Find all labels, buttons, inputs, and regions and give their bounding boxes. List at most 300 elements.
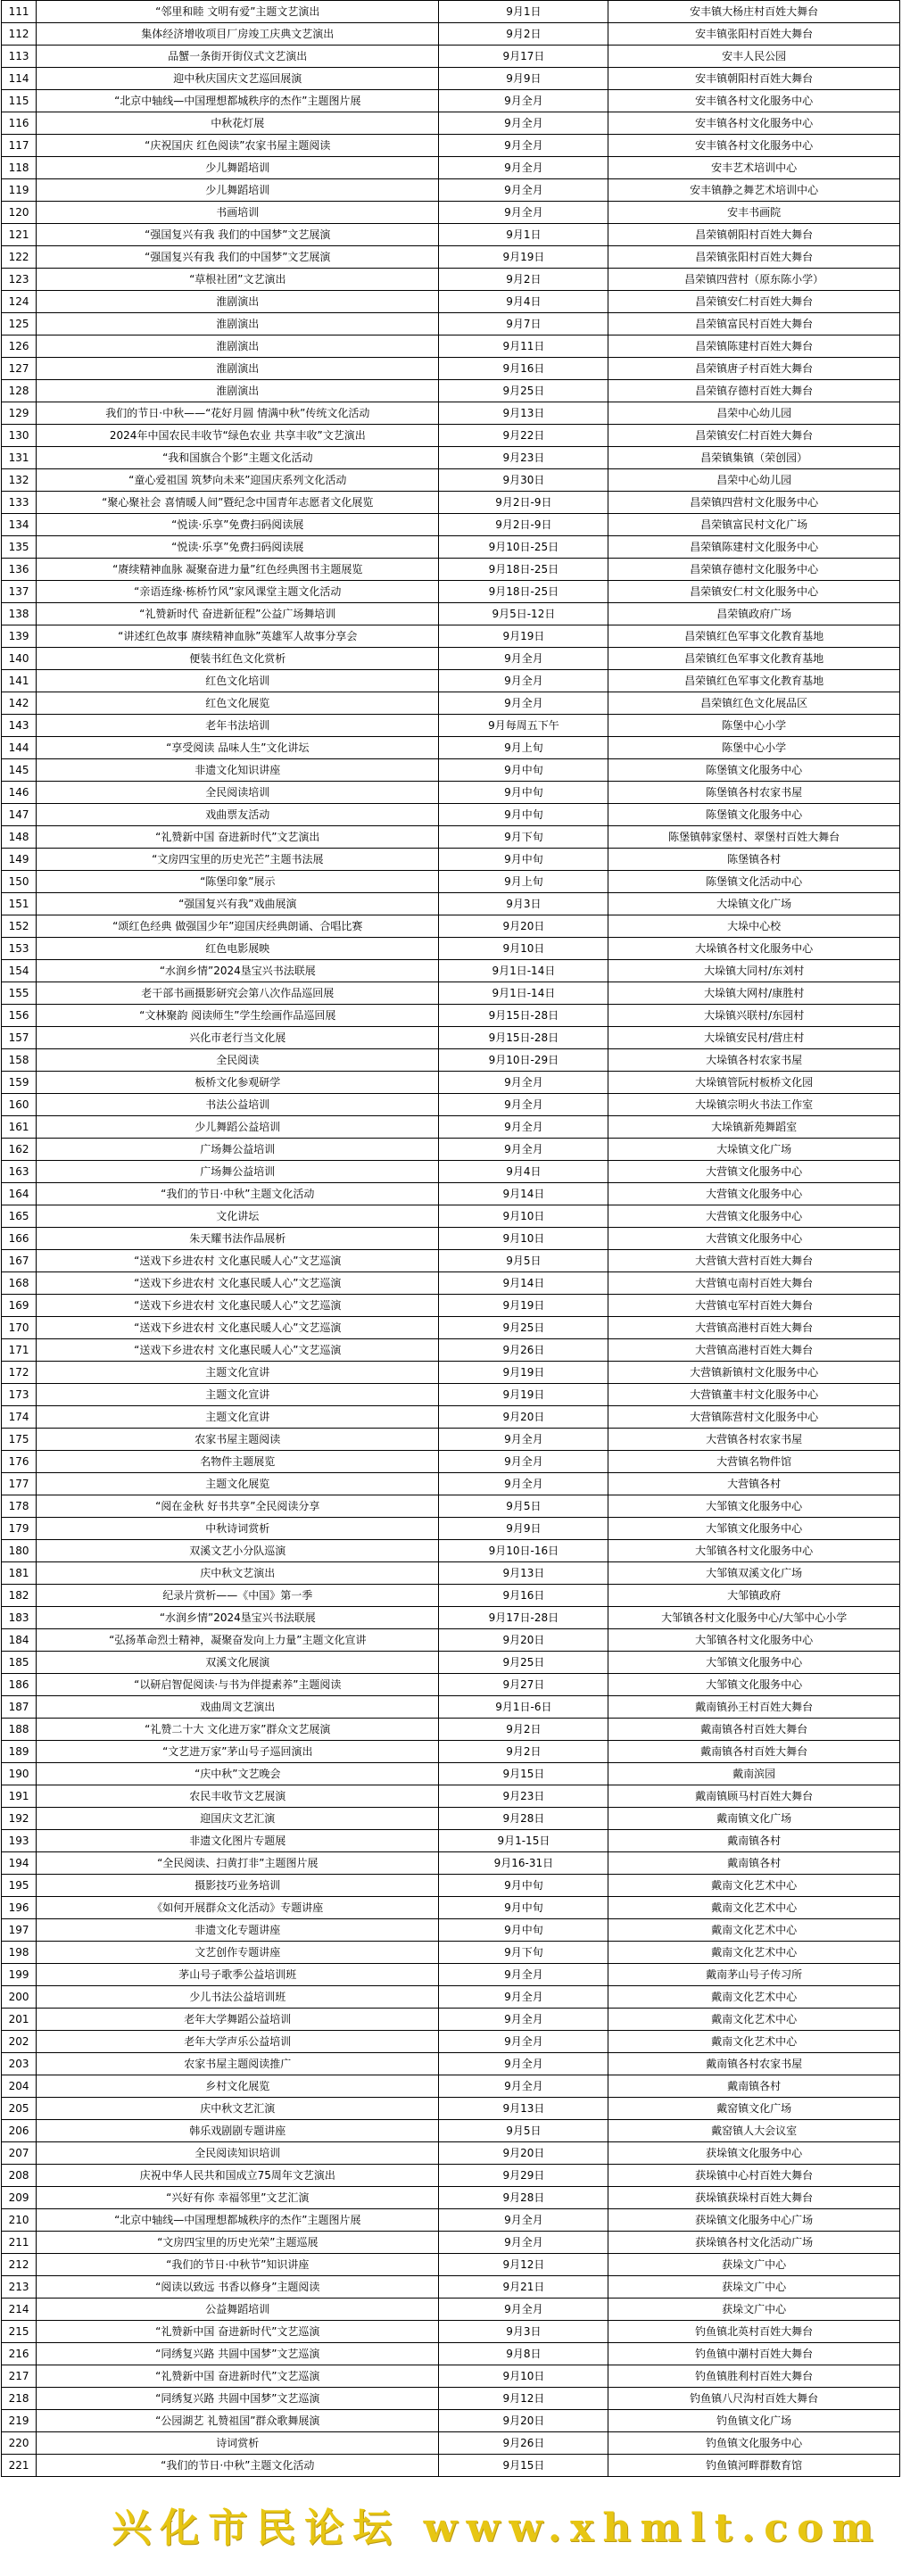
row-number: 204 <box>2 2075 37 2098</box>
activity-date: 9月中旬 <box>439 804 608 826</box>
row-number: 183 <box>2 1607 37 1629</box>
activity-place: 安丰镇各村文化服务中心 <box>608 135 900 157</box>
activity-place: 大垛中心校 <box>608 915 900 938</box>
row-number: 208 <box>2 2165 37 2187</box>
activity-date: 9月15日-28日 <box>439 1027 608 1049</box>
table-row <box>2 1451 900 1473</box>
table-row <box>2 112 900 135</box>
activity-place: 大邹镇政府 <box>608 1585 900 1607</box>
row-number: 124 <box>2 291 37 313</box>
row-number: 163 <box>2 1161 37 1183</box>
activity-name: 淮剧演出 <box>37 291 439 313</box>
table-row <box>2 938 900 960</box>
activity-name: “童心爱祖国 筑梦向未来”迎国庆系列文化活动 <box>37 469 439 492</box>
activity-place: 大邹镇文化服务中心 <box>608 1495 900 1518</box>
activity-date: 9月5日 <box>439 2120 608 2142</box>
activity-date: 9月全月 <box>439 2009 608 2031</box>
activity-date: 9月14日 <box>439 1272 608 1295</box>
activity-place: 戴南镇各村百姓大舞台 <box>608 1741 900 1763</box>
activity-place: 陈堡镇各村 <box>608 849 900 871</box>
activity-date: 9月2日 <box>439 1719 608 1741</box>
row-number: 152 <box>2 915 37 938</box>
activity-name: 文化讲坛 <box>37 1205 439 1228</box>
activity-name: 迎国庆文艺汇演 <box>37 1808 439 1830</box>
activity-place: 安丰人民公园 <box>608 46 900 68</box>
activity-name: 少儿舞蹈培训 <box>37 157 439 179</box>
activity-place: 昌荣镇四营村文化服务中心 <box>608 492 900 514</box>
activity-place: 大垛镇新苑舞蹈室 <box>608 1116 900 1139</box>
table-row <box>2 2455 900 2477</box>
activity-place: 昌荣镇政府广场 <box>608 603 900 625</box>
activity-date: 9月5日 <box>439 1495 608 1518</box>
table-row <box>2 1183 900 1205</box>
row-number: 168 <box>2 1272 37 1295</box>
activity-name: 淮剧演出 <box>37 313 439 335</box>
table-row <box>2 224 900 246</box>
table-row <box>2 2276 900 2299</box>
activity-place: 戴南镇文化广场 <box>608 1808 900 1830</box>
row-number: 165 <box>2 1205 37 1228</box>
activity-name: 老年书法培训 <box>37 715 439 737</box>
table-row <box>2 90 900 112</box>
table-row <box>2 157 900 179</box>
table-row <box>2 759 900 782</box>
activity-date: 9月5日-12日 <box>439 603 608 625</box>
table-row <box>2 2432 900 2455</box>
row-number: 148 <box>2 826 37 849</box>
activity-place: 戴南镇各村农家书屋 <box>608 2053 900 2075</box>
activity-place: 陈堡中心小学 <box>608 715 900 737</box>
row-number: 191 <box>2 1785 37 1808</box>
row-number: 213 <box>2 2276 37 2299</box>
row-number: 193 <box>2 1830 37 1852</box>
table-row <box>2 737 900 759</box>
table-row <box>2 202 900 224</box>
activity-name: “赓续精神血脉 凝聚奋进力量”红色经典图书主题展览 <box>37 559 439 581</box>
activity-name: 双溪文化展演 <box>37 1652 439 1674</box>
row-number: 122 <box>2 246 37 269</box>
activity-place: 戴南镇各村 <box>608 2075 900 2098</box>
activity-date: 9月15日 <box>439 1763 608 1785</box>
row-number: 197 <box>2 1919 37 1942</box>
activity-place: 戴南镇各村 <box>608 1852 900 1875</box>
activity-place: 获垛文广中心 <box>608 2254 900 2276</box>
activity-date: 9月13日 <box>439 402 608 425</box>
row-number: 192 <box>2 1808 37 1830</box>
activity-place: 大垛镇各村农家书屋 <box>608 1049 900 1072</box>
row-number: 141 <box>2 670 37 692</box>
table-row <box>2 358 900 380</box>
row-number: 195 <box>2 1875 37 1897</box>
table-row <box>2 1116 900 1139</box>
table-row <box>2 1674 900 1696</box>
activity-name: 淮剧演出 <box>37 335 439 358</box>
row-number: 205 <box>2 2098 37 2120</box>
activity-date: 9月2日-9日 <box>439 514 608 536</box>
activity-name: “强国复兴有我 我们的中国梦”文艺展演 <box>37 224 439 246</box>
activity-place: 大垛镇管阮村板桥文化园 <box>608 1072 900 1094</box>
activity-place: 昌荣镇存德村文化服务中心 <box>608 559 900 581</box>
row-number: 216 <box>2 2343 37 2365</box>
activity-name: 农民丰收节文艺展演 <box>37 1785 439 1808</box>
activity-date: 9月28日 <box>439 1808 608 1830</box>
activity-date: 9月18日-25日 <box>439 581 608 603</box>
activity-date: 9月10日 <box>439 938 608 960</box>
row-number: 187 <box>2 1696 37 1719</box>
activity-name: 少儿舞蹈培训 <box>37 179 439 202</box>
activity-date: 9月全月 <box>439 2299 608 2321</box>
table-row <box>2 425 900 447</box>
table-row <box>2 1005 900 1027</box>
table-row <box>2 1362 900 1384</box>
table-row <box>2 179 900 202</box>
row-number: 123 <box>2 269 37 291</box>
activity-place: 大营镇大营村百姓大舞台 <box>608 1250 900 1272</box>
activity-name: 非遗文化专题讲座 <box>37 1919 439 1942</box>
schedule-table-body <box>2 1 900 2477</box>
activity-place: 获垛镇中心村百姓大舞台 <box>608 2165 900 2187</box>
row-number: 206 <box>2 2120 37 2142</box>
activity-name: “强国复兴有我”戏曲展演 <box>37 893 439 915</box>
activity-place: 戴南镇孙王村百姓大舞台 <box>608 1696 900 1719</box>
activity-place: 昌荣镇红色军事文化教育基地 <box>608 648 900 670</box>
activity-name: 全民阅读 <box>37 1049 439 1072</box>
table-row <box>2 1719 900 1741</box>
activity-name: 乡村文化展览 <box>37 2075 439 2098</box>
row-number: 136 <box>2 559 37 581</box>
activity-place: 获垛文广中心 <box>608 2276 900 2299</box>
table-row <box>2 871 900 893</box>
activity-name: 《如何开展群众文化活动》专题讲座 <box>37 1897 439 1919</box>
activity-place: 大营镇高港村百姓大舞台 <box>608 1317 900 1339</box>
activity-name: “我和国旗合个影”主题文化活动 <box>37 447 439 469</box>
row-number: 178 <box>2 1495 37 1518</box>
row-number: 164 <box>2 1183 37 1205</box>
row-number: 131 <box>2 447 37 469</box>
activity-date: 9月上旬 <box>439 871 608 893</box>
activity-name: 少儿舞蹈公益培训 <box>37 1116 439 1139</box>
row-number: 172 <box>2 1362 37 1384</box>
row-number: 219 <box>2 2410 37 2432</box>
activity-date: 9月15日-28日 <box>439 1005 608 1027</box>
activity-place: 安丰书画院 <box>608 202 900 224</box>
activity-place: 昌荣镇陈建村百姓大舞台 <box>608 335 900 358</box>
row-number: 215 <box>2 2321 37 2343</box>
activity-name: “悦读·乐享”免费扫码阅读展 <box>37 536 439 559</box>
row-number: 200 <box>2 1986 37 2009</box>
table-row <box>2 2053 900 2075</box>
activity-place: 戴南文化艺术中心 <box>608 2031 900 2053</box>
activity-place: 大垛镇文化广场 <box>608 1139 900 1161</box>
table-row <box>2 2009 900 2031</box>
row-number: 167 <box>2 1250 37 1272</box>
activity-place: 大营镇董丰村文化服务中心 <box>608 1384 900 1406</box>
activity-place: 大营镇陈营村文化服务中心 <box>608 1406 900 1429</box>
activity-date: 9月10日-29日 <box>439 1049 608 1072</box>
table-row <box>2 893 900 915</box>
activity-date: 9月2日 <box>439 269 608 291</box>
table-row <box>2 1897 900 1919</box>
table-row <box>2 2098 900 2120</box>
activity-name: 摄影技巧业务培训 <box>37 1875 439 1897</box>
table-row <box>2 2075 900 2098</box>
activity-name: 诗词赏析 <box>37 2432 439 2455</box>
activity-name: 红色文化培训 <box>37 670 439 692</box>
row-number: 137 <box>2 581 37 603</box>
activity-date: 9月上旬 <box>439 737 608 759</box>
row-number: 209 <box>2 2187 37 2209</box>
row-number: 156 <box>2 1005 37 1027</box>
activity-name: 主题文化宣讲 <box>37 1406 439 1429</box>
row-number: 130 <box>2 425 37 447</box>
activity-place: 戴南文化艺术中心 <box>608 1897 900 1919</box>
activity-date: 9月全月 <box>439 648 608 670</box>
table-row <box>2 826 900 849</box>
table-row <box>2 1585 900 1607</box>
activity-name: 红色文化展览 <box>37 692 439 715</box>
row-number: 121 <box>2 224 37 246</box>
activity-place: 昌荣镇唐子村百姓大舞台 <box>608 358 900 380</box>
activity-name: “讲述红色故事 赓续精神血脉”英雄军人故事分享会 <box>37 625 439 648</box>
table-row <box>2 2031 900 2053</box>
row-number: 189 <box>2 1741 37 1763</box>
activity-name: 庆祝中华人民共和国成立75周年文艺演出 <box>37 2165 439 2187</box>
activity-place: 昌荣镇朝阳村百姓大舞台 <box>608 224 900 246</box>
row-number: 138 <box>2 603 37 625</box>
activity-date: 9月5日 <box>439 1250 608 1272</box>
row-number: 185 <box>2 1652 37 1674</box>
activity-name: 我们的节日·中秋——“花好月圆 情满中秋”传统文化活动 <box>37 402 439 425</box>
row-number: 153 <box>2 938 37 960</box>
activity-place: 获垛镇各村文化活动广场 <box>608 2232 900 2254</box>
activity-date: 9月全月 <box>439 1451 608 1473</box>
row-number: 154 <box>2 960 37 982</box>
activity-date: 9月3日 <box>439 893 608 915</box>
activity-place: 昌荣镇富民村百姓大舞台 <box>608 313 900 335</box>
row-number: 144 <box>2 737 37 759</box>
activity-place: 大邹镇双溪文化广场 <box>608 1562 900 1585</box>
activity-name: “强国复兴有我 我们的中国梦”文艺展演 <box>37 246 439 269</box>
activity-date: 9月17日 <box>439 46 608 68</box>
activity-name: “全民阅读、扫黄打非”主题图片展 <box>37 1852 439 1875</box>
row-number: 140 <box>2 648 37 670</box>
table-row <box>2 1 900 23</box>
row-number: 217 <box>2 2365 37 2388</box>
activity-date: 9月全月 <box>439 692 608 715</box>
activity-place: 钓鱼镇中潮村百姓大舞台 <box>608 2343 900 2365</box>
activity-name: 中秋诗词赏析 <box>37 1518 439 1540</box>
table-row <box>2 1250 900 1272</box>
row-number: 145 <box>2 759 37 782</box>
activity-place: 昌荣镇红色军事文化教育基地 <box>608 625 900 648</box>
table-row <box>2 1942 900 1964</box>
activity-place: 大垛镇各村文化服务中心 <box>608 938 900 960</box>
activity-name: “阅读以致远 书香以修身”主题阅读 <box>37 2276 439 2299</box>
table-row <box>2 68 900 90</box>
activity-name: “悦读·乐享”免费扫码阅读展 <box>37 514 439 536</box>
table-row <box>2 1919 900 1942</box>
table-row <box>2 46 900 68</box>
row-number: 150 <box>2 871 37 893</box>
activity-date: 9月25日 <box>439 380 608 402</box>
activity-place: 大营镇屯军村百姓大舞台 <box>608 1295 900 1317</box>
schedule-table <box>1 0 900 2477</box>
activity-date: 9月12日 <box>439 2388 608 2410</box>
activity-place: 昌荣镇四营村（原东陈小学） <box>608 269 900 291</box>
activity-name: 戏曲票友活动 <box>37 804 439 826</box>
table-row <box>2 1384 900 1406</box>
activity-date: 9月中旬 <box>439 849 608 871</box>
table-row <box>2 2410 900 2432</box>
activity-place: 获垛文广中心 <box>608 2299 900 2321</box>
activity-date: 9月3日 <box>439 2321 608 2343</box>
activity-date: 9月全月 <box>439 202 608 224</box>
activity-name: 少儿书法公益培训班 <box>37 1986 439 2009</box>
row-number: 143 <box>2 715 37 737</box>
activity-name: 兴化市老行当文化展 <box>37 1027 439 1049</box>
activity-place: 戴南文化艺术中心 <box>608 1919 900 1942</box>
activity-place: 大营镇高港村百姓大舞台 <box>608 1339 900 1362</box>
activity-date: 9月全月 <box>439 1964 608 1986</box>
activity-place: 大营镇各村 <box>608 1473 900 1495</box>
activity-place: 大邹镇各村文化服务中心 <box>608 1629 900 1652</box>
row-number: 170 <box>2 1317 37 1339</box>
table-row <box>2 1139 900 1161</box>
activity-name: “水润乡情”2024垦宝兴书法联展 <box>37 1607 439 1629</box>
table-row <box>2 982 900 1005</box>
table-row <box>2 1830 900 1852</box>
row-number: 207 <box>2 2142 37 2165</box>
table-row <box>2 960 900 982</box>
table-row <box>2 1429 900 1451</box>
activity-date: 9月1日 <box>439 1 608 23</box>
activity-name: 迎中秋庆国庆文艺巡回展演 <box>37 68 439 90</box>
activity-place: 昌荣镇陈建村文化服务中心 <box>608 536 900 559</box>
activity-date: 9月中旬 <box>439 782 608 804</box>
activity-name: “文房四宝里的历史光荣”主题巡展 <box>37 2232 439 2254</box>
activity-name: 淮剧演出 <box>37 380 439 402</box>
activity-date: 9月全月 <box>439 1139 608 1161</box>
row-number: 127 <box>2 358 37 380</box>
activity-place: 陈堡中心小学 <box>608 737 900 759</box>
activity-date: 9月14日 <box>439 1183 608 1205</box>
activity-date: 9月12日 <box>439 2254 608 2276</box>
row-number: 146 <box>2 782 37 804</box>
activity-name: “送戏下乡进农村 文化惠民暖人心”文艺巡演 <box>37 1250 439 1272</box>
activity-place: 安丰镇各村文化服务中心 <box>608 90 900 112</box>
activity-place: 昌荣镇富民村文化广场 <box>608 514 900 536</box>
activity-place: 戴南镇顾马村百姓大舞台 <box>608 1785 900 1808</box>
row-number: 210 <box>2 2209 37 2232</box>
table-row <box>2 1161 900 1183</box>
row-number: 126 <box>2 335 37 358</box>
activity-date: 9月13日 <box>439 2098 608 2120</box>
activity-date: 9月全月 <box>439 2053 608 2075</box>
table-row <box>2 447 900 469</box>
activity-date: 9月13日 <box>439 1562 608 1585</box>
activity-date: 9月全月 <box>439 112 608 135</box>
activity-place: 大垛镇安民村/营庄村 <box>608 1027 900 1049</box>
activity-date: 9月23日 <box>439 447 608 469</box>
row-number: 115 <box>2 90 37 112</box>
activity-name: “兴好有你 幸福邻里”文艺汇演 <box>37 2187 439 2209</box>
activity-name: 农家书屋主题阅读推广 <box>37 2053 439 2075</box>
activity-date: 9月17日-28日 <box>439 1607 608 1629</box>
activity-place: 戴南镇各村 <box>608 1830 900 1852</box>
activity-date: 9月29日 <box>439 2165 608 2187</box>
activity-name: 名物件主题展览 <box>37 1451 439 1473</box>
activity-name: “同绣复兴路 共圆中国梦”文艺巡演 <box>37 2388 439 2410</box>
table-row <box>2 469 900 492</box>
activity-place: 安丰镇各村文化服务中心 <box>608 112 900 135</box>
activity-name: 书法公益培训 <box>37 1094 439 1116</box>
activity-name: “阅在金秋 好书共享”全民阅读分享 <box>37 1495 439 1518</box>
table-row <box>2 1607 900 1629</box>
activity-place: 安丰艺术培训中心 <box>608 157 900 179</box>
table-row <box>2 692 900 715</box>
table-row <box>2 402 900 425</box>
activity-name: “我们的节日·中秋节”知识讲座 <box>37 2254 439 2276</box>
activity-place: 昌荣镇红色文化展品区 <box>608 692 900 715</box>
activity-place: 钓鱼镇胜利村百姓大舞台 <box>608 2365 900 2388</box>
activity-place: 获垛镇文化服务中心广场 <box>608 2209 900 2232</box>
activity-name: “我们的节日·中秋”主题文化活动 <box>37 1183 439 1205</box>
activity-place: 昌荣中心幼儿园 <box>608 402 900 425</box>
activity-place: 戴南镇各村百姓大舞台 <box>608 1719 900 1741</box>
table-row <box>2 1763 900 1785</box>
activity-date: 9月23日 <box>439 1785 608 1808</box>
activity-name: “庆中秋”文艺晚会 <box>37 1763 439 1785</box>
activity-place: 大营镇文化服务中心 <box>608 1183 900 1205</box>
row-number: 199 <box>2 1964 37 1986</box>
table-row <box>2 1964 900 1986</box>
table-row <box>2 1473 900 1495</box>
row-number: 175 <box>2 1429 37 1451</box>
table-row <box>2 335 900 358</box>
table-row <box>2 2165 900 2187</box>
activity-name: 茅山号子歌季公益培训班 <box>37 1964 439 1986</box>
activity-name: 中秋花灯展 <box>37 112 439 135</box>
activity-place: 钓鱼镇文化服务中心 <box>608 2432 900 2455</box>
table-row <box>2 603 900 625</box>
activity-date: 9月19日 <box>439 1362 608 1384</box>
row-number: 182 <box>2 1585 37 1607</box>
activity-name: “享受阅读 品味人生”文化讲坛 <box>37 737 439 759</box>
activity-date: 9月20日 <box>439 1406 608 1429</box>
table-row <box>2 915 900 938</box>
activity-date: 9月中旬 <box>439 1919 608 1942</box>
row-number: 201 <box>2 2009 37 2031</box>
activity-date: 9月10日-16日 <box>439 1540 608 1562</box>
activity-date: 9月11日 <box>439 335 608 358</box>
row-number: 113 <box>2 46 37 68</box>
activity-date: 9月全月 <box>439 179 608 202</box>
activity-name: “草根社团”文艺演出 <box>37 269 439 291</box>
activity-date: 9月16日 <box>439 358 608 380</box>
activity-name: “文艺进万家”茅山号子巡回演出 <box>37 1741 439 1763</box>
activity-date: 9月30日 <box>439 469 608 492</box>
row-number: 198 <box>2 1942 37 1964</box>
activity-date: 9月9日 <box>439 68 608 90</box>
table-row <box>2 1094 900 1116</box>
activity-place: 大营镇文化服务中心 <box>608 1205 900 1228</box>
activity-place: 昌荣镇张阳村百姓大舞台 <box>608 246 900 269</box>
table-row <box>2 1540 900 1562</box>
row-number: 112 <box>2 23 37 46</box>
activity-date: 9月全月 <box>439 135 608 157</box>
activity-place: 大邹镇各村文化服务中心/大邹中心小学 <box>608 1607 900 1629</box>
activity-name: “亲语连缘·栋桥竹风”家风课堂主题文化活动 <box>37 581 439 603</box>
